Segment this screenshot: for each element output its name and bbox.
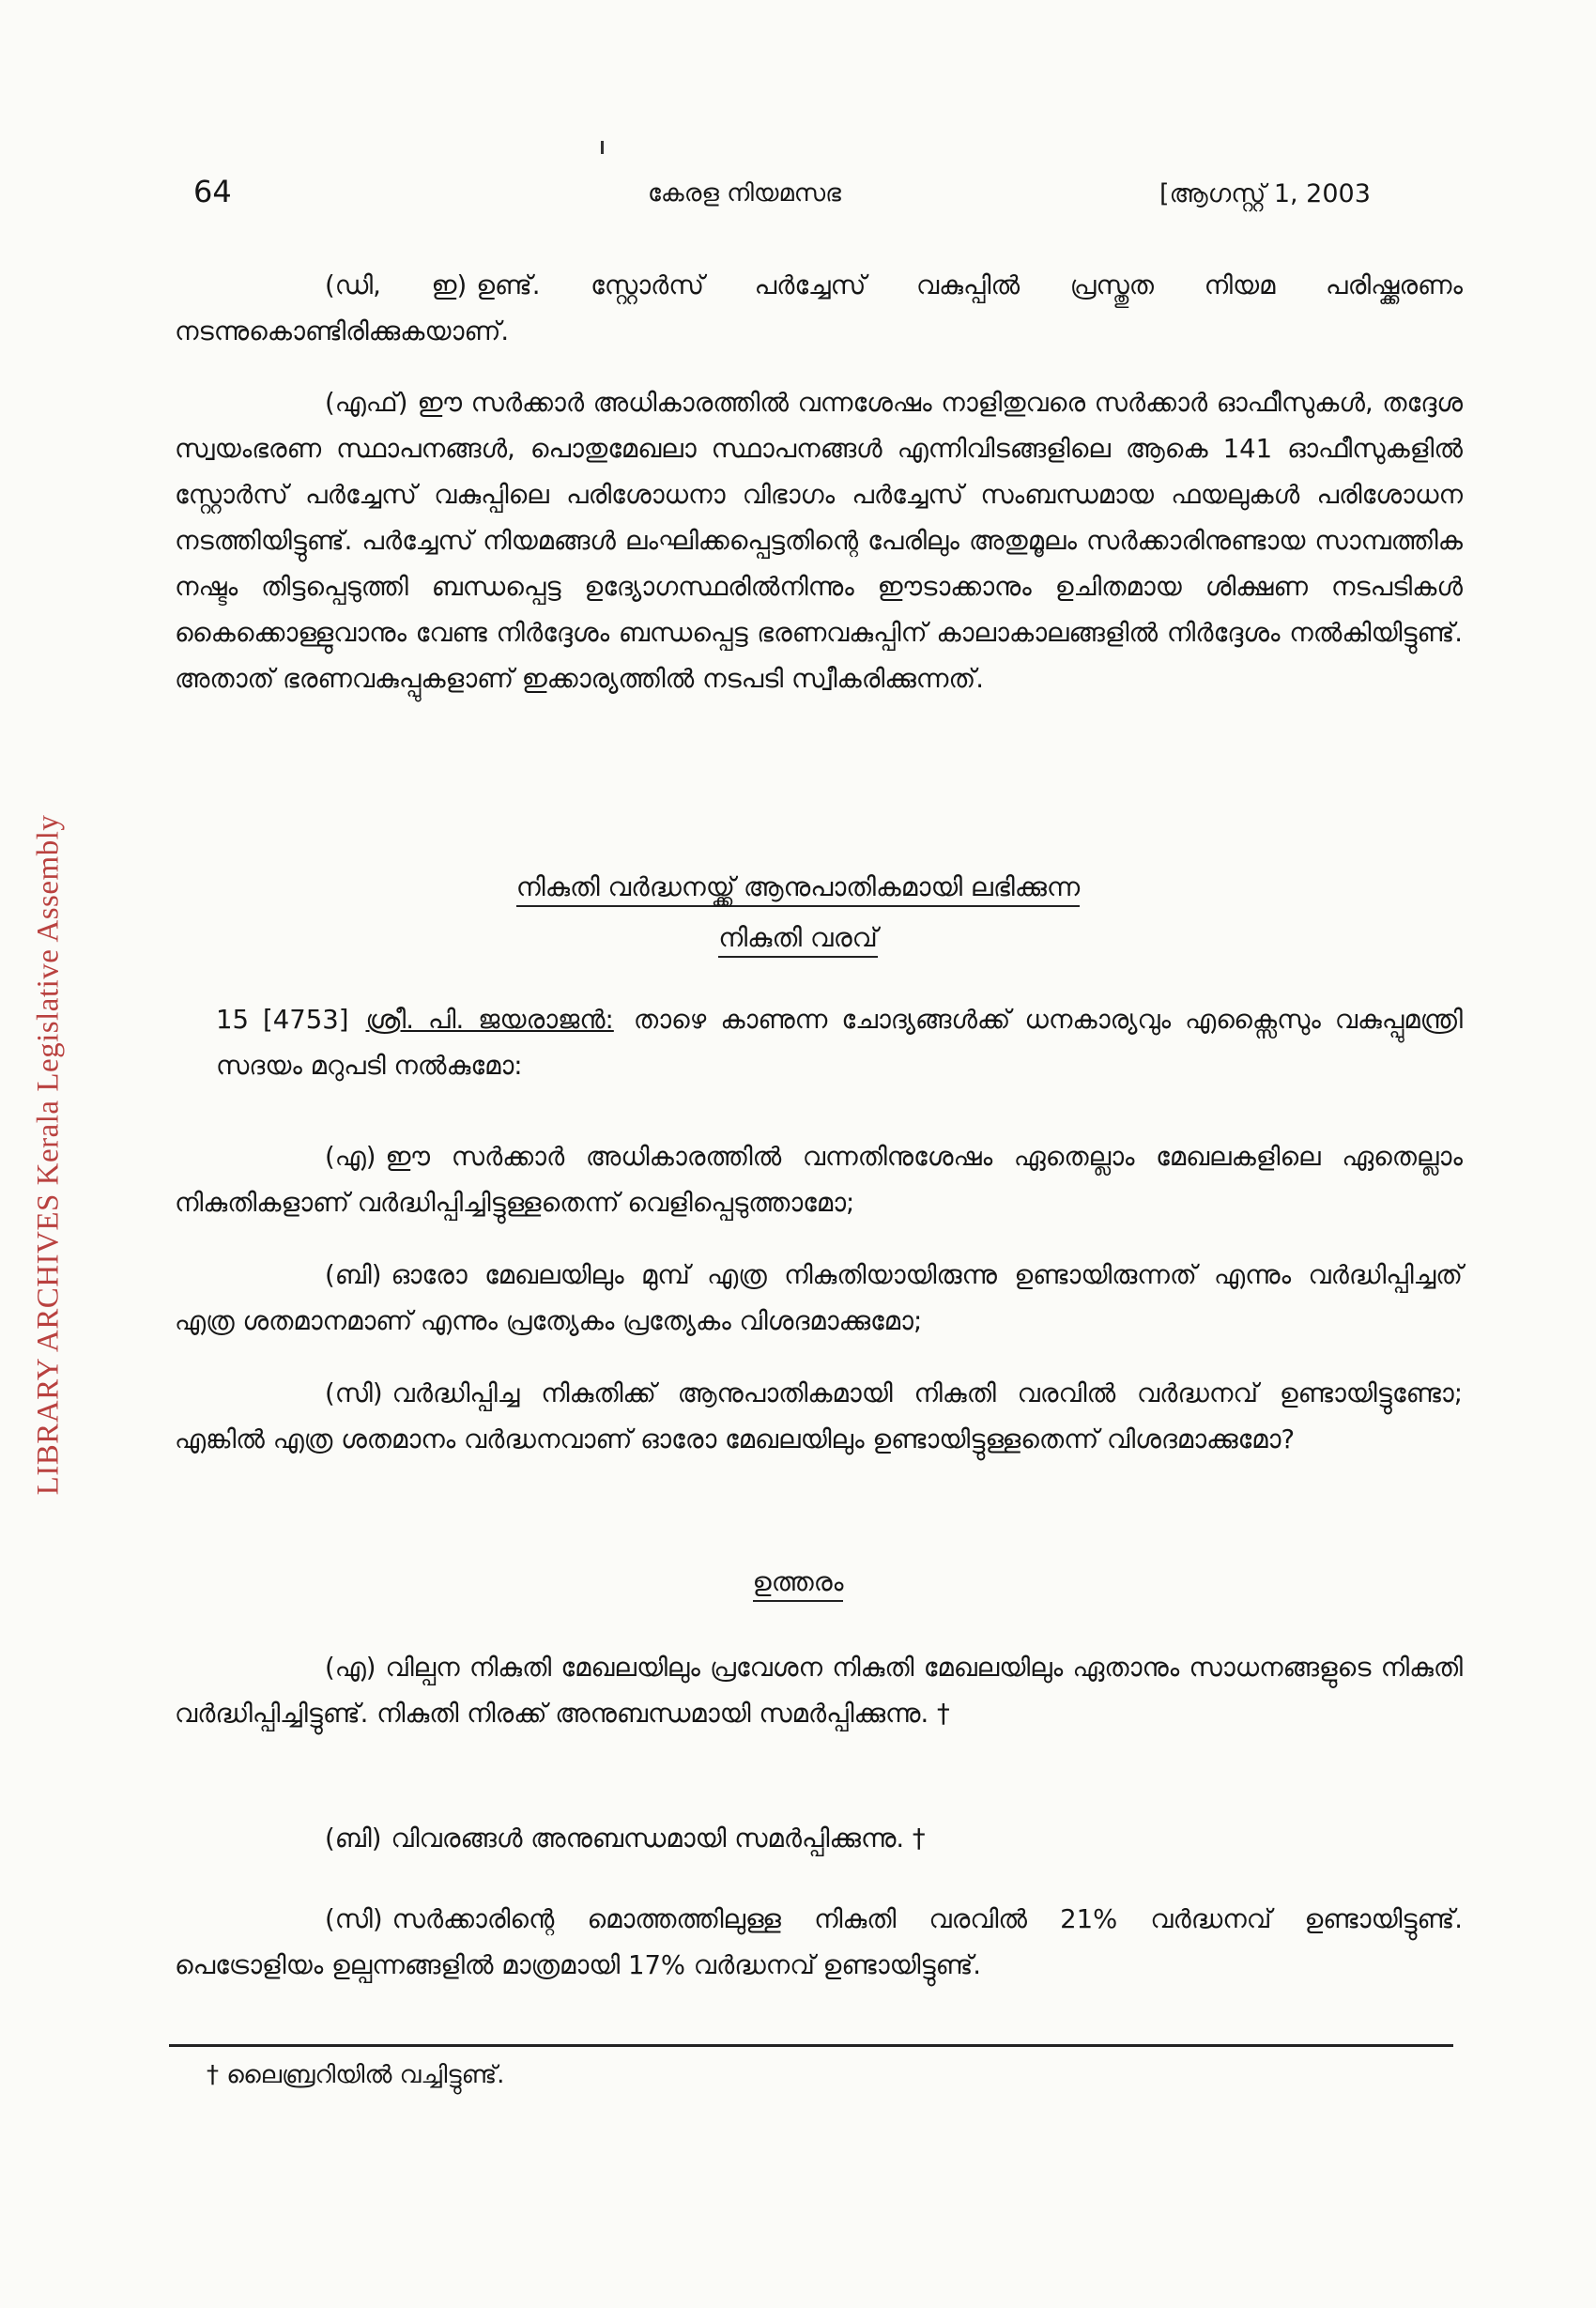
answer-part-c (175, 1897, 1463, 1989)
paragraph-text: ഉണ്ട്. സ്റ്റോർസ് പർച്ചേസ് വകുപ്പിൽ പ്രസ്തുത നിയമ പരിഷ്ക്കരണം നടന്നുകൊണ്ടിരിക്കുകയാണ്. (175, 270, 1463, 346)
section-heading-text: നികുതി വരവ് (718, 922, 878, 958)
part-text: ഈ സർക്കാർ അധികാരത്തിൽ വന്നതിനുശേഷം ഏതെല്ലാം മേഖലകളിലെ ഏതെല്ലാം നികുതികളാണ് വർദ്ധിപ്പിച്ചിട്ടുള്ളതെന്ന് വെളിപ്പെടുത്താമോ; (175, 1142, 1463, 1218)
question-number: 15 [4753] (216, 1005, 349, 1035)
part-marker: (സി) (325, 1378, 383, 1408)
part-text: വില്പന നികുതി മേഖലയിലും പ്രവേശന നികുതി മേഖലയിലും ഏതാനും സാധനങ്ങളുടെ നികുതി വർദ്ധിപ്പിച്ചിട്ടുണ്ട്. നികുതി നിരക്ക് അനുബന്ധമായി സമർപ്പിക്കുന്നു. † (175, 1653, 1463, 1729)
footnote: † ലൈബ്രറിയിൽ വച്ചിട്ടുണ്ട്. (207, 2061, 505, 2089)
archive-watermark: LIBRARY ARCHIVES Kerala Legislative Assembly (31, 814, 66, 1496)
answer-heading-text: ഉത്തരം (753, 1566, 844, 1602)
paragraph-f (175, 380, 1463, 702)
question-intro (216, 997, 1463, 1089)
answer-heading (0, 1557, 1596, 1608)
section-heading-line2 (0, 913, 1596, 963)
part-marker: (സി) (325, 1904, 383, 1934)
question-part-b (175, 1253, 1463, 1345)
question-part-a (175, 1134, 1463, 1226)
part-marker: (എ) (325, 1653, 376, 1683)
part-text: വിവരങ്ങൾ അനുബന്ധമായി സമർപ്പിക്കുന്നു. † (391, 1823, 926, 1854)
answer-part-a (175, 1645, 1463, 1737)
part-text: വർദ്ധിപ്പിച്ച നികുതിക്ക് ആനുപാതികമായി നികുതി വരവിൽ വർദ്ധനവ് ഉണ്ടായിട്ടുണ്ടോ; എങ്കിൽ എത്ര ശതമാനം വർദ്ധനവാണ് ഓരോ മേഖലയിലും ഉണ്ടായിട്ടുള്ളതെന്ന് വിശദമാക്കുമോ? (175, 1378, 1463, 1454)
paragraph-d-e (175, 263, 1463, 355)
page-header (0, 174, 1596, 215)
part-marker: (ബി) (325, 1823, 382, 1854)
section-heading-line1 (0, 862, 1596, 913)
member-name: ശ്രീ. പി. ജയരാജൻ: (365, 1005, 614, 1035)
print-mark (601, 141, 604, 154)
part-marker: (എ) (325, 1142, 376, 1172)
page-number: 64 (193, 174, 232, 209)
answer-part-b (175, 1816, 1463, 1862)
part-marker: (ബി) (325, 1260, 382, 1290)
footnote-divider (169, 2044, 1453, 2047)
paragraph-text: ഈ സർക്കാർ അധികാരത്തിൽ വന്നശേഷം നാളിതുവരെ സർക്കാർ ഓഫീസുകൾ, തദ്ദേശ സ്വയംഭരണ സ്ഥാപനങ്ങൾ, പൊതുമേഖലാ സ്ഥാപനങ്ങൾ എന്നിവിടങ്ങളിലെ ആകെ 141 ഓഫീസുകളിൽ സ്റ്റോർസ് പർച്ചേസ് വകുപ്പിലെ പരിശോധനാ വിഭാഗം പർച്ചേസ് സംബന്ധമായ ഫയലുകൾ പരിശോധന നടത്തിയിട്ടുണ്ട്. പർച്ചേസ് നിയമങ്ങൾ ലംഘിക്കപ്പെട്ടതിന്റെ പേരിലും അതുമൂലം സർക്കാരിനുണ്ടായ സാമ്പത്തിക നഷ്ടം തിട്ടപ്പെടുത്തി ബന്ധപ്പെട്ട ഉദ്യോഗസ്ഥരിൽനിന്നും ഈടാക്കാനും ഉചിതമായ ശിക്ഷണ നടപടികൾ കൈക്കൊള്ളുവാനും വേണ്ട നിർദ്ദേശം ബന്ധപ്പെട്ട ഭരണവകുപ്പിന് കാലാകാലങ്ങളിൽ നിർദ്ദേശം നൽകിയിട്ടുണ്ട്. അതാത് ഭരണവകുപ്പുകളാണ് ഇക്കാര്യത്തിൽ നടപടി സ്വീകരിക്കുന്നത്. (175, 388, 1463, 694)
question-text: താഴെ കാണുന്ന ചോദ്യങ്ങൾക്ക് ധനകാര്യവും എക്സൈസും വകുപ്പുമന്ത്രി സദയം മറുപടി നൽകുമോ: (216, 1005, 1463, 1081)
question-part-c (175, 1371, 1463, 1463)
paragraph-marker: (ഡി, ഇ) (325, 270, 468, 300)
part-text: ഓരോ മേഖലയിലും മുമ്പ് എത്ര നികുതിയായിരുന്നു ഉണ്ടായിരുന്നത് എന്നും വർദ്ധിപ്പിച്ചത് എത്ര ശതമാനമാണ് എന്നും പ്രത്യേകം പ്രത്യേകം വിശദമാക്കുമോ; (175, 1260, 1463, 1336)
part-text: സർക്കാരിന്റെ മൊത്തത്തിലുള്ള നികുതി വരവിൽ 21% വർദ്ധനവ് ഉണ്ടായിട്ടുണ്ട്. പെട്രോളിയം ഉല്പന്നങ്ങളിൽ മാത്രമായി 17% വർദ്ധനവ് ഉണ്ടായിട്ടുണ്ട്. (175, 1904, 1463, 1980)
section-heading-text: നികുതി വർദ്ധനയ്ക്ക് ആനുപാതികമായി ലഭിക്കുന്ന (516, 871, 1080, 907)
paragraph-marker: (എഫ്) (325, 388, 408, 418)
page-date: [ആഗസ്റ്റ് 1, 2003 (1159, 179, 1371, 208)
running-title: കേരള നിയമസഭ (648, 179, 841, 208)
